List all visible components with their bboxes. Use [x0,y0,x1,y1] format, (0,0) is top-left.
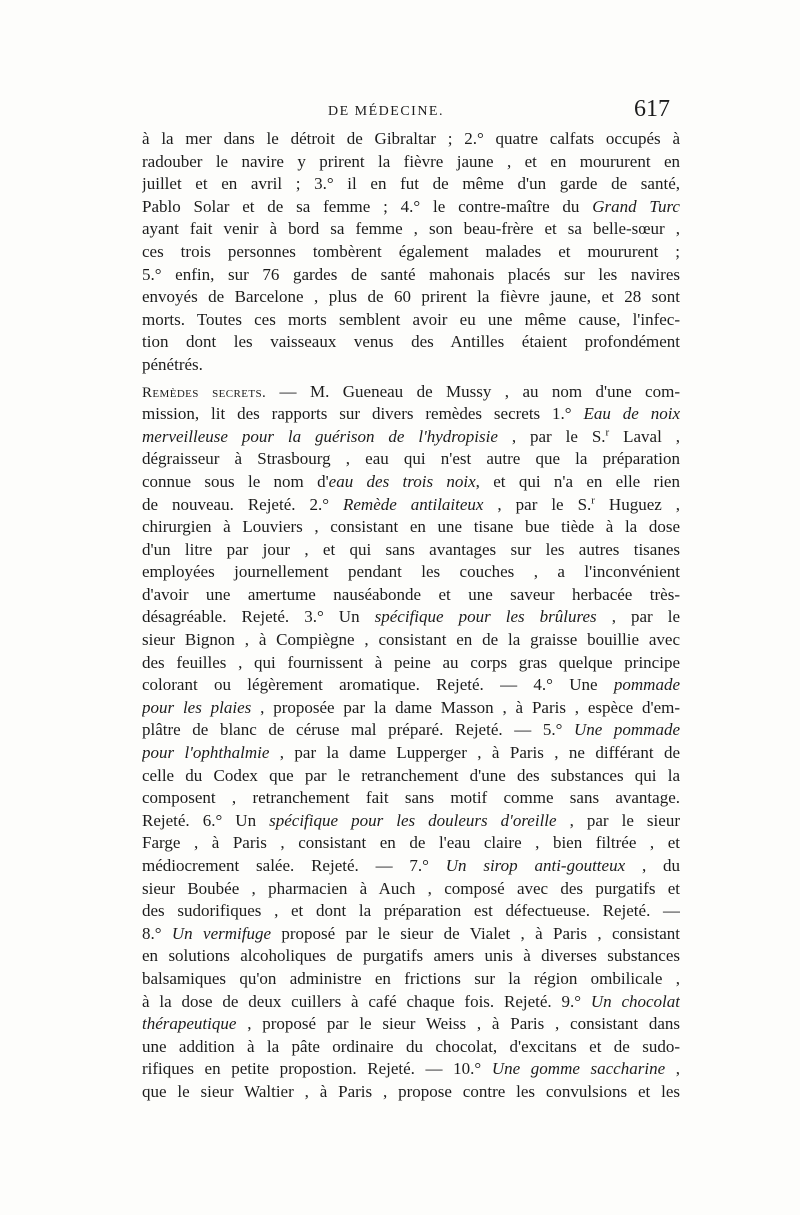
text-line [142,196,680,219]
text-line [142,923,680,946]
text-segment: , par le S. [483,494,592,514]
text-segment: , proposée par la dame Masson , à Paris , espèce d'em- [251,697,680,717]
text-segment: Rejeté. 6.° Un [142,810,270,830]
text-line: à la mer dans le détroit de Gibraltar ; 2.° quatre calfats occupés à [142,129,680,148]
text-line: sieur Boubée , pharmacien à Auch , composé avec des purgatifs et [142,878,680,898]
text-line [142,471,680,494]
text-segment: , par le [596,607,680,627]
text-line: sieur Bignon , à Compiègne , consistant en de la graisse bouillie avec [142,630,680,650]
text-line: pénétrés. [142,354,203,374]
text-segment: Laval , [609,426,680,446]
italic-segment: pommade [613,675,680,695]
text-segment: mission, lit des rapports sur divers remèdes secrets 1.° [142,404,584,424]
text-segment: plâtre de blanc de céruse mal préparé. Rejeté. — 5.° [142,720,574,740]
text-line: 5.° enfin, sur 76 gardes de santé mahonais placés sur les navires [142,264,680,284]
text-segment: colorant ou légèrement aromatique. Rejeté. — 4.° Une [142,675,614,695]
page-number: 617 [634,96,670,122]
italic-segment: spécifique pour les brûlures [374,607,597,627]
text-line: d'avoir une amertume nauséabonde et une saveur herbacée très- [142,584,680,604]
text-line: juillet et en avril ; 3.° il en fut de même d'un garde de santé, [142,174,680,194]
text-line: en solutions alcoholiques de purgatifs amers unis à diverses substances [142,946,680,966]
text-segment: 8.° [142,923,172,943]
text-line [142,674,680,697]
text-line: Farge , à Paris , consistant en de l'eau claire , bien filtrée , et [142,833,680,853]
text-segment: , par la dame Lupperger , à Paris , ne différant de [269,743,680,763]
text-line: dégraisseur à Strasbourg , eau qui n'est autre que la préparation [142,449,680,469]
text-segment: connue sous le nom d' [142,471,329,491]
running-head [140,96,670,126]
text-line [142,810,680,833]
italic-segment: pour l'ophthalmie [142,743,270,763]
superscript: r [605,426,610,439]
text-line: ayant fait venir à bord sa femme , son beau-frère et sa belle-sœur , [142,219,680,239]
italic-segment: Un vermifuge [171,923,272,943]
text-line: des feuilles , qui fournissent à peine au corps gras quelque principe [142,652,680,672]
text-segment: — M. Gueneau de Mussy , au nom d'une com- [266,381,680,401]
text-line: balsamiques qu'on administre en frictions sur la région ombilicale , [142,968,680,988]
text-line [142,991,680,1014]
italic-segment: Une gomme saccharine [491,1059,666,1079]
text-segment: , [665,1059,680,1079]
superscript: r [591,493,595,506]
text-line: d'un litre par jour , et qui sans avantages sur les autres tisanes [142,539,680,559]
text-line: celle du Codex que par le retranchement d'une des substances qui la [142,765,680,785]
text-line: envoyés de Barcelone , plus de 60 prirent la fièvre jaune, et 28 sont [142,287,680,307]
italic-segment: pour les plaies [142,697,252,717]
text-line [142,381,680,404]
text-line: que le sieur Waltier , à Paris , propose contre les convulsions et les [142,1081,680,1101]
text-line [142,697,680,720]
text-segment: , du [625,856,680,875]
italic-segment: Une pommade [573,720,680,740]
italic-segment: thérapeutique [142,1014,237,1034]
text-line: radouber le navire y prirent la fièvre jaune , et en moururent en [142,151,680,171]
text-segment: , par le sieur [556,810,680,830]
text-line [142,855,680,878]
text-line [142,1058,680,1081]
body-text [142,128,680,1104]
italic-segment: Remède antilaiteux [342,494,484,514]
text-line [142,494,680,517]
section-heading: Remèdes secrets. [142,384,267,401]
text-line [142,403,680,426]
text-segment: désagréable. Rejeté. 3.° Un [142,607,375,627]
text-segment: , proposé par le sieur Weiss , à Paris , consistant dans [236,1014,680,1034]
italic-segment: Eau de noix [583,404,680,424]
text-segment: à la dose de deux cuillers à café chaque fois. Rejeté. 9.° [142,991,591,1011]
italic-segment: Un sirop anti-goutteux [445,856,626,875]
text-line [142,719,680,742]
text-line: une addition à la pâte ordinaire du chocolat, d'excitans et de sudo- [142,1036,680,1056]
italic-segment: Un chocolat [590,991,680,1011]
text-line: tion dont les vaisseaux venus des Antilles étaient profondément [142,332,680,352]
text-line: des sudorifiques , et dont la préparation est défectueuse. Rejeté. — [142,901,680,921]
italic-segment: merveilleuse pour la guérison de l'hydropisie [142,426,498,446]
text-line [142,426,680,449]
text-segment: proposé par le sieur de Vialet , à Paris , consistant [271,923,680,943]
text-line: employées journellement pendant les couches , a l'inconvénient [142,562,680,582]
text-line [142,1013,680,1036]
text-segment: de nouveau. Rejeté. 2.° [142,494,343,514]
text-line: composent , retranchement fait sans motif comme sans avantage. [142,788,680,808]
text-segment: Pablo Solar et de sa femme ; 4.° le contre-maître du [142,196,593,216]
italic-segment: eau des trois noix [328,471,476,491]
italic-segment: spécifique pour les douleurs d'oreille [269,810,557,830]
running-title: DE MÉDECINE. [328,104,444,119]
text-line: chirurgien à Louviers , consistant en une tisane bue tiède à la dose [142,517,680,537]
text-line [142,606,680,629]
italic-segment: Grand Turc [592,196,680,216]
text-segment: , et qui n'a en elle rien [475,471,680,491]
text-segment: rifiques en petite propostion. Rejeté. — 10.° [142,1059,492,1079]
text-segment: Huguez , [594,494,680,514]
text-segment: , par le S. [497,426,606,446]
text-segment: médiocrement salée. Rejeté. — 7.° [142,856,446,875]
text-line [142,742,680,765]
text-line: ces trois personnes tombèrent également malades et moururent ; [142,241,680,261]
text-line: morts. Toutes ces morts semblent avoir eu une même cause, l'infec- [142,309,680,329]
